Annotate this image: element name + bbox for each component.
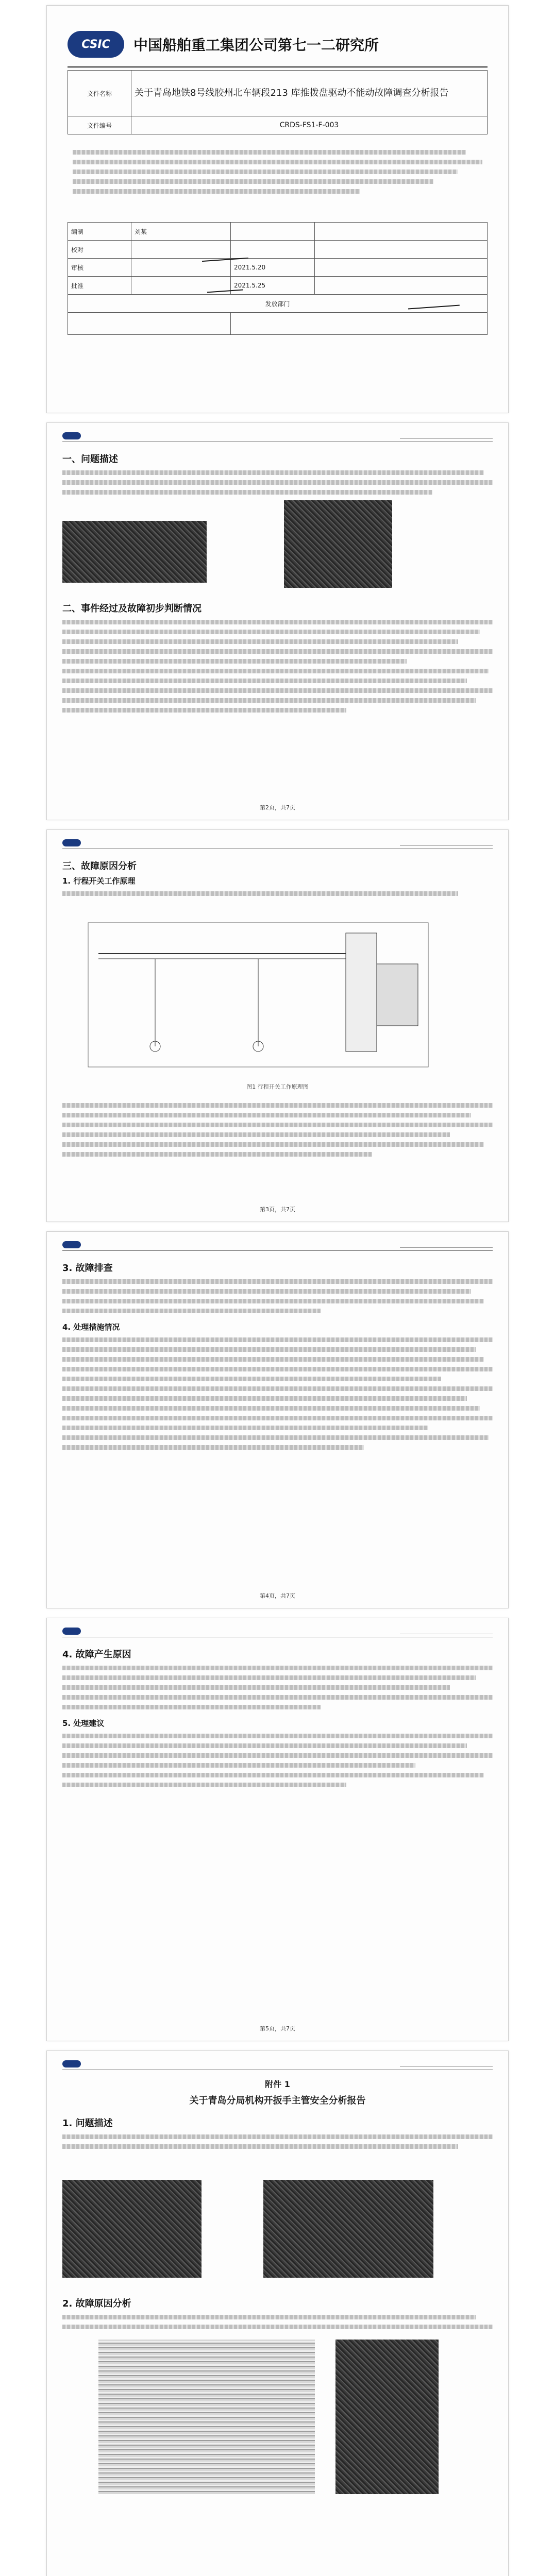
- logo-icon: [62, 1628, 81, 1635]
- logo-text: CSIC: [81, 38, 110, 51]
- section-heading: 3. 故障排查: [62, 1263, 113, 1274]
- page-header: [62, 2058, 493, 2070]
- doc-title-label: 文件名称: [68, 71, 131, 116]
- figure-caption: 图1 行程开关工作原理图: [246, 1083, 309, 1090]
- document-page-6: [46, 2050, 509, 2576]
- header-row: [68, 26, 488, 62]
- summary-text: [73, 145, 482, 199]
- section-heading: 1. 问题描述: [62, 2118, 113, 2129]
- logo-icon: [62, 839, 81, 846]
- logo-icon: [62, 1241, 81, 1248]
- fault-photo: [62, 2180, 202, 2278]
- signature: [206, 276, 243, 293]
- distribution-label: 发放部门: [68, 295, 488, 313]
- document-page-5: [46, 1618, 509, 2041]
- logo-icon: [62, 2060, 81, 2067]
- switch-diagram: [78, 912, 439, 1077]
- page-header: [62, 1239, 493, 1251]
- fault-photo: [335, 2340, 439, 2494]
- cover-table: [68, 70, 488, 134]
- attachment-title: 关于青岛分局机构开扳手主管安全分析报告: [189, 2095, 366, 2106]
- company-logo: [68, 31, 124, 58]
- company-name: 中国船舶重工集团公司第七一二研究所: [133, 37, 379, 54]
- section-heading: 2. 故障原因分析: [62, 2298, 131, 2309]
- section-heading: 一、问题描述: [62, 454, 118, 465]
- page-number: 第5页，共7页: [260, 2025, 295, 2032]
- fault-photo: [98, 2340, 315, 2494]
- page-number: 第4页，共7页: [260, 1592, 295, 1599]
- logo-icon: [62, 432, 81, 439]
- fault-photo: [263, 2180, 433, 2278]
- attachment-label: 附件 1: [265, 2079, 290, 2089]
- doc-title: 关于青岛地铁8号线胶州北车辆段213 库推拨盘驱动不能动故障调查分析报告: [131, 71, 488, 116]
- page-header: [62, 430, 493, 442]
- doc-number: CRDS-FS1-F-003: [131, 116, 488, 134]
- page-header: [62, 1625, 493, 1637]
- document-page-cover: [46, 5, 509, 413]
- subsection-heading: 4. 处理措施情况: [62, 1323, 120, 1332]
- document-page-2: [46, 422, 509, 820]
- approval-row: 编制 刘某: [68, 223, 488, 241]
- approval-row: 校对: [68, 241, 488, 259]
- section-heading: 三、故障原因分析: [62, 861, 137, 872]
- doc-number-label: 文件编号: [68, 116, 131, 134]
- approval-row: 审核 2021.5.20: [68, 259, 488, 277]
- section-heading: 4. 故障产生原因: [62, 1649, 131, 1660]
- subsection-heading: 5. 处理建议: [62, 1719, 105, 1728]
- subsection-heading: 1. 行程开关工作原理: [62, 876, 136, 886]
- section-heading: 二、事件经过及故障初步判断情况: [62, 603, 202, 614]
- fault-photo: [284, 500, 392, 588]
- document-page-4: [46, 1231, 509, 1608]
- document-page-3: [46, 829, 509, 1222]
- approval-row: 批准 2021.5.25: [68, 277, 488, 295]
- page-header: [62, 837, 493, 849]
- page-number: 第3页，共7页: [260, 1206, 295, 1213]
- approval-table: [68, 222, 488, 335]
- page-number: 第2页，共7页: [260, 804, 295, 811]
- fault-photo: [62, 521, 207, 583]
